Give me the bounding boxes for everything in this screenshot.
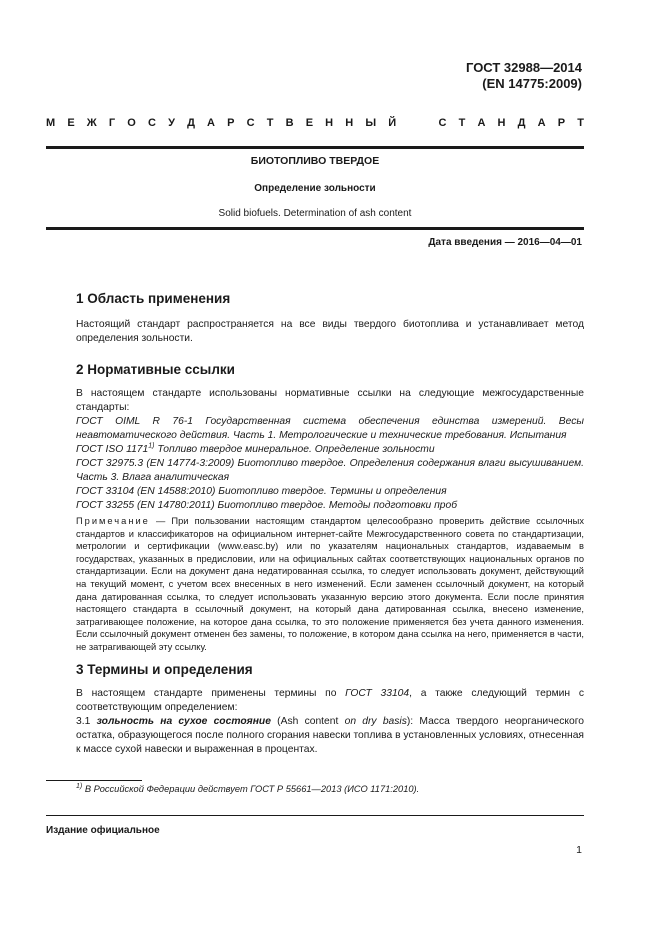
normative-reference: ГОСТ 33255 (EN 14780:2011) Биотопливо твердое. Методы подготовки проб [76,500,458,511]
banner-letter: Д [517,117,526,129]
section-1-paragraph: Настоящий стандарт распространяется на все виды твердого биотоплива и устанавливает метод определения зольности. [76,319,584,344]
footnote-text: В Российской Федерации действует ГОСТ Р 55661—2013 (ИСО 1171:2010). [82,784,420,794]
section-3-body [46,687,584,757]
note-label: Примечание [76,516,150,526]
official-edition-label: Издание официальное [46,825,160,836]
title-bottom-rule [46,227,584,230]
banner-letter: О [127,117,136,129]
banner-letter: А [477,117,486,129]
document-subtitle: Определение зольности [254,183,376,194]
footer-rule [46,815,584,816]
term-russian: зольность на сухое состояние [96,716,271,727]
banner-letter: Р [557,117,566,129]
banner-letter: Ж [86,117,97,129]
top-rule [46,146,584,149]
banner-letter: Ы [365,117,377,129]
normative-reference: ГОСТ OIML R 76-1 Государственная система обеспечения единства измерений. Весы неавтоматического действия. Часть 1. Метрологические и технические требования. Испытания [76,416,584,441]
section-2-body [46,387,584,513]
banner-letter: Е [67,117,75,129]
term-number: 3.1 [76,716,97,727]
banner-letter: А [207,117,215,129]
term-paren: (Ash content [270,716,345,727]
note-text: — При пользовании настоящим стандартом целесообразно проверить действие ссылочных стандартов и классификаторов на официальном интернет-сайте Межгосударственного совета по стандартизации, метрологии и сертификации (www.easc.by) или по указателям национальных стандартов, издаваемым в государствах, указанных в предисловии, или на официальных сайтах соответствующих национальных органов по стандартизации. Если на документ дана недатированная ссылка, то следует использовать документ, действующий на текущий момент, с учетом всех внесенных в него изменений. Если заменен ссылочный документ, на который дана датированная ссылка, то следует использовать указанную версию этого документа. Если после принятия настоящего стандарта в ссылочный документ, на который дана датированная ссылка, внесено изменение, затрагивающее положение, на которое дана ссылка, то это положение применяется без учета данного изменения. Если ссылочный документ отменен без замены, то положение, в котором дана ссылка на него, применяется в части, не затрагивающей эту ссылку. [76,516,584,652]
banner-letter: Т [577,117,584,129]
normative-reference: ГОСТ 32975.3 (EN 14774-3:2009) Биотопливо твердое. Определения содержания влаги высушиванием. Часть 3. Влага аналитическая [76,458,584,483]
banner-letter: Т [266,117,274,129]
footnote [76,784,419,794]
standard-code-en: (EN 14775:2009) [482,76,582,91]
footnote-number: 1) [76,782,83,790]
banner-letter: Р [227,117,235,129]
footnote-marker[interactable]: 1) [148,442,155,450]
term-definition-text: Масса твердого неорганического остатка, образующегося после полного сгорания навески топлива в установленных условиях, отнесенная к массе сухой навески и выраженная в процентах. [76,716,584,755]
banner-letter: Г [108,117,116,129]
term-definition [46,715,584,757]
banner-letter: Е [305,117,314,129]
interstate-standard-banner [46,116,584,130]
banner-letter: С [438,117,447,129]
reference-link[interactable]: ГОСТ 33104 [345,688,410,699]
section-2-heading: 2 Нормативные ссылки [76,362,235,377]
reference-title: Топливо твердое минеральное. Определение зольности [154,444,435,455]
section-3-intro [46,687,584,715]
banner-letter: Т [458,117,466,129]
effective-date: Дата введения — 2016—04—01 [428,237,582,248]
banner-letter: С [147,117,156,129]
banner-letter: У [168,117,175,129]
intro-text: , а также следующий термин с соответствующим определением: [76,688,584,713]
banner-letter: А [537,117,546,129]
normative-reference: ГОСТ 33104 (EN 14588:2010) Биотопливо твердое. Термины и определения [76,486,447,497]
banner-letter: Н [325,117,334,129]
standard-code [466,60,582,92]
banner-letter: В [285,117,294,129]
banner-letter: С [246,117,255,129]
document-title: БИОТОПЛИВО ТВЕРДОЕ [250,155,380,167]
standard-code-gost: ГОСТ 32988—2014 [466,60,582,75]
banner-letter: Н [497,117,506,129]
footnote-rule [46,780,142,781]
document-title-english: Solid biofuels. Determination of ash content [218,208,412,219]
term-english: on dry basis [344,716,407,727]
intro-text: В настоящем стандарте применены термины по [76,688,346,699]
banner-letter: Д [187,117,195,129]
section-2-note [46,515,584,654]
section-3-heading: 3 Термины и определения [76,662,253,677]
banner-letter: М [46,117,56,129]
page-number: 1 [576,844,582,856]
term-paren: ): [406,716,420,727]
banner-gap [408,116,426,130]
reference-code: ГОСТ ISO 1171 [76,444,149,455]
section-1-heading: 1 Область применения [76,291,231,306]
section-1-text [46,318,584,346]
normative-reference [46,443,584,457]
banner-letter: Н [345,117,354,129]
section-2-intro: В настоящем стандарте использованы нормативные ссылки на следующие межгосударственные стандарты: [76,388,584,413]
banner-letter: Й [388,117,397,129]
note-paragraph [46,515,584,654]
